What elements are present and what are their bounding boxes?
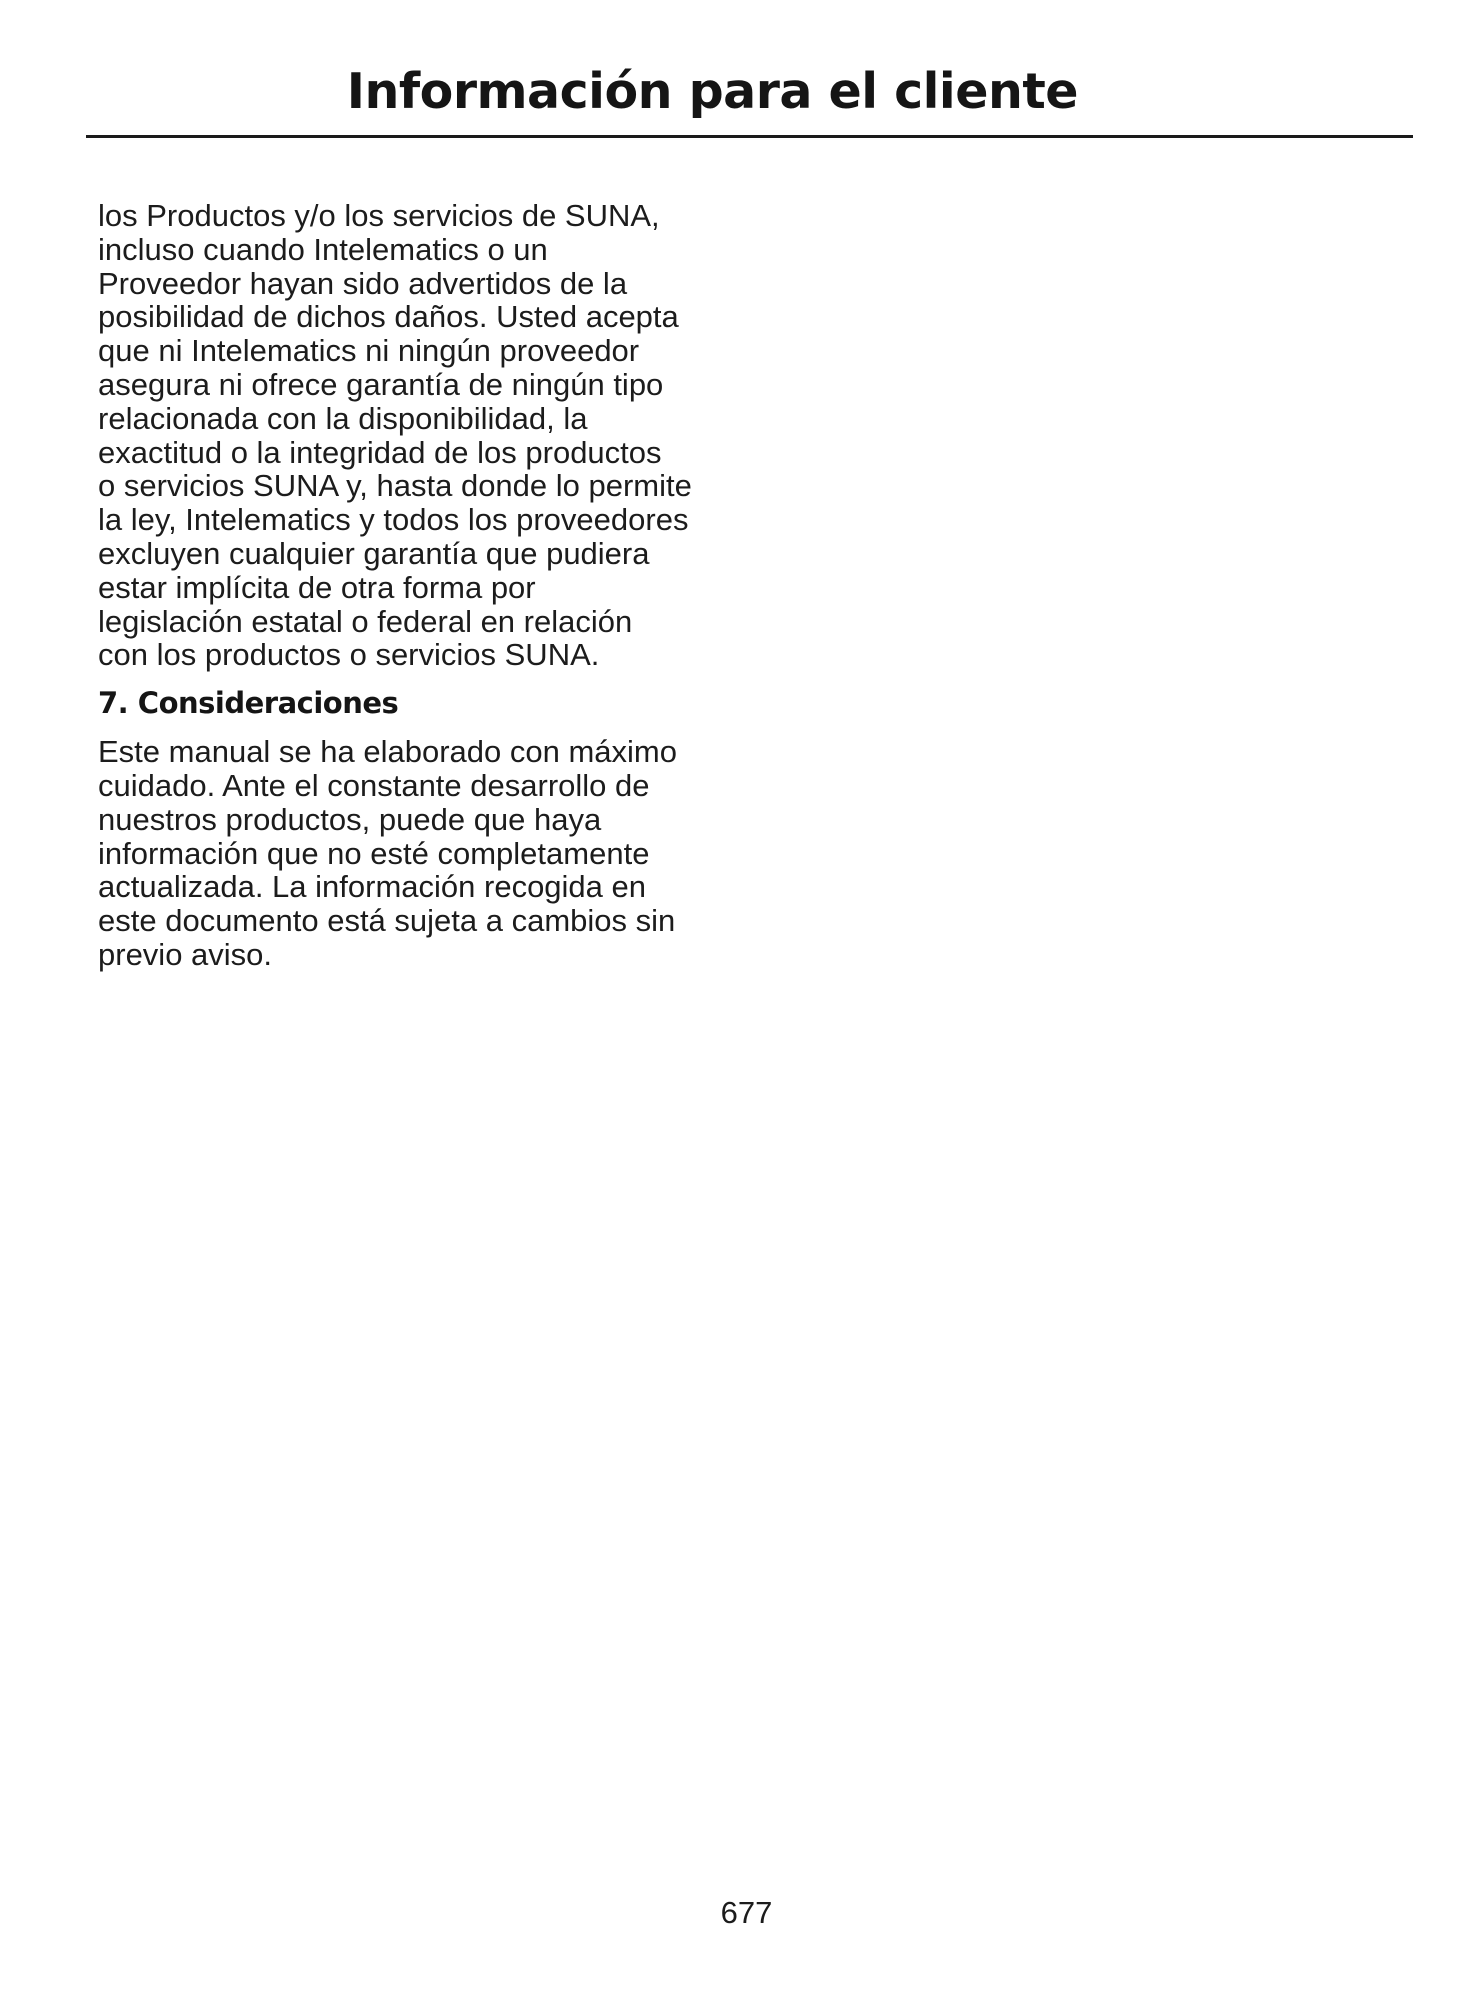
text-line: con los productos o servicios SUNA.: [98, 637, 600, 673]
page-number: 677: [720, 1895, 773, 1930]
text-line: o servicios SUNA y, hasta donde lo permite: [98, 468, 692, 504]
text-line: asegura ni ofrece garantía de ningún tipo: [98, 366, 664, 402]
text-line: excluyen cualquier garantía que pudiera: [98, 535, 650, 571]
paragraph-considerations: [98, 735, 738, 972]
paragraph-disclaimer: [98, 199, 738, 672]
page-header: [86, 0, 1413, 138]
text-line: nuestros productos, puede que haya: [98, 801, 602, 837]
text-line: la ley, Intelematics y todos los proveedores: [98, 502, 689, 538]
text-column: [98, 199, 738, 972]
text-line: estar implícita de otra forma por: [98, 569, 536, 605]
text-line: información que no esté completamente: [98, 835, 650, 871]
text-line: actualizada. La información recogida en: [98, 869, 647, 905]
page-title: Información para el cliente: [346, 63, 1078, 120]
text-line: Este manual se ha elaborado con máximo: [98, 734, 677, 770]
header-divider: [86, 135, 1413, 138]
text-line: posibilidad de dichos daños. Usted acepta: [98, 299, 679, 335]
text-line: relacionada con la disponibilidad, la: [98, 400, 588, 436]
text-line: los Productos y/o los servicios de SUNA,: [98, 198, 660, 233]
text-line: legislación estatal o federal en relación: [98, 603, 633, 639]
text-line: exactitud o la integridad de los productos: [98, 434, 662, 470]
text-line: que ni Intelematics ni ningún proveedor: [98, 333, 640, 369]
text-line: cuidado. Ante el constante desarrollo de: [98, 767, 650, 803]
section-heading: 7. Consideraciones: [98, 686, 399, 721]
text-line: previo aviso.: [98, 936, 273, 972]
text-line: Proveedor hayan sido advertidos de la: [98, 265, 628, 301]
text-line: incluso cuando Intelematics o un: [98, 231, 548, 267]
text-line: este documento está sujeta a cambios sin: [98, 903, 676, 939]
